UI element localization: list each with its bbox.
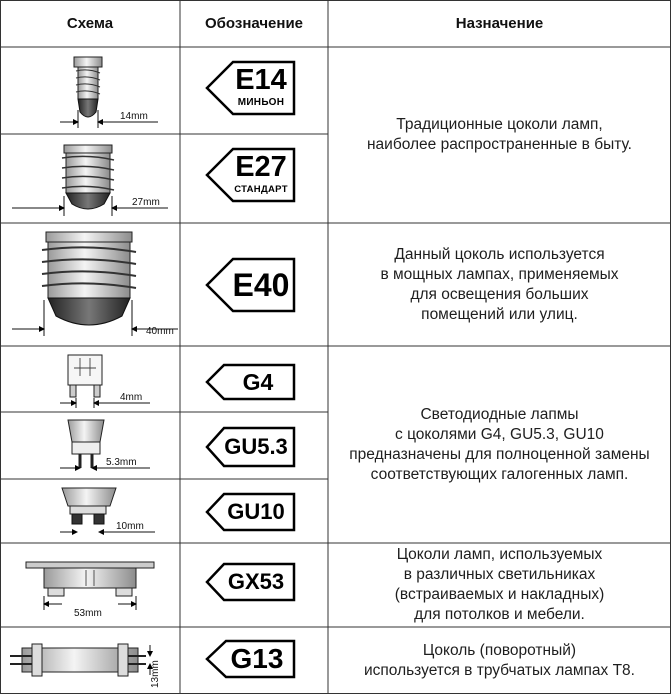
description-text: Данный цоколь используется в мощных лампах, применяемых для освещения больших помещений или улиц. <box>380 245 619 323</box>
description-e14-e27 <box>328 47 671 223</box>
tag-e27 <box>228 149 294 201</box>
tag-gx53-code: GX53 <box>227 569 285 594</box>
dim-gu10: 10mm <box>116 521 144 532</box>
tag-e40-code: E40 <box>232 267 290 303</box>
dim-e14: 14mm <box>120 111 148 122</box>
header-scheme: Схема <box>66 15 114 32</box>
dim-g4: 4mm <box>120 392 143 403</box>
description-led <box>328 346 671 543</box>
tag-gu53-code: GU5.3 <box>224 434 288 459</box>
dim-e27: 27mm <box>132 197 160 208</box>
header-designation: Обозначение <box>204 15 304 32</box>
tag-gu10-code: GU10 <box>227 499 285 524</box>
tag-e14 <box>228 62 294 114</box>
description-text: Цоколь (поворотный) используется в трубчатых лампах Т8. <box>363 641 635 679</box>
dim-gu53: 5.3mm <box>106 457 137 468</box>
tag-e14-code: E14 <box>235 64 287 96</box>
description-gx53 <box>328 543 671 627</box>
tag-e14-sub: МИНЬОН <box>237 97 285 108</box>
tag-g13 <box>220 641 294 677</box>
header-purpose: Назначение <box>455 15 544 32</box>
tag-gu10 <box>218 494 294 530</box>
dim-e40: 40mm <box>146 326 174 337</box>
description-text: Традиционные цоколи ламп, наиболее распространенные в быту. <box>366 116 632 153</box>
tag-e27-code: E27 <box>235 151 287 183</box>
tag-gu53 <box>218 428 294 466</box>
tag-g4-code: G4 <box>242 369 274 395</box>
dim-g13: 13mm <box>150 660 161 688</box>
tag-e40 <box>228 259 294 311</box>
tag-g13-code: G13 <box>230 643 284 674</box>
tag-g4 <box>222 365 294 399</box>
description-text: Светодиодные лапмы с цоколями G4, GU5.3, GU10 предназначены для полноценной замены соответствующих галогенных ламп. <box>349 405 650 483</box>
description-g13 <box>328 627 671 694</box>
tag-e27-sub: СТАНДАРТ <box>234 184 288 195</box>
dim-gx53: 53mm <box>74 608 102 619</box>
tag-gx53 <box>218 564 294 600</box>
description-text: Цоколи ламп, используемых в различных светильниках (встраиваемых и накладных) для потолков и мебели. <box>394 546 605 623</box>
description-e40 <box>328 223 671 346</box>
